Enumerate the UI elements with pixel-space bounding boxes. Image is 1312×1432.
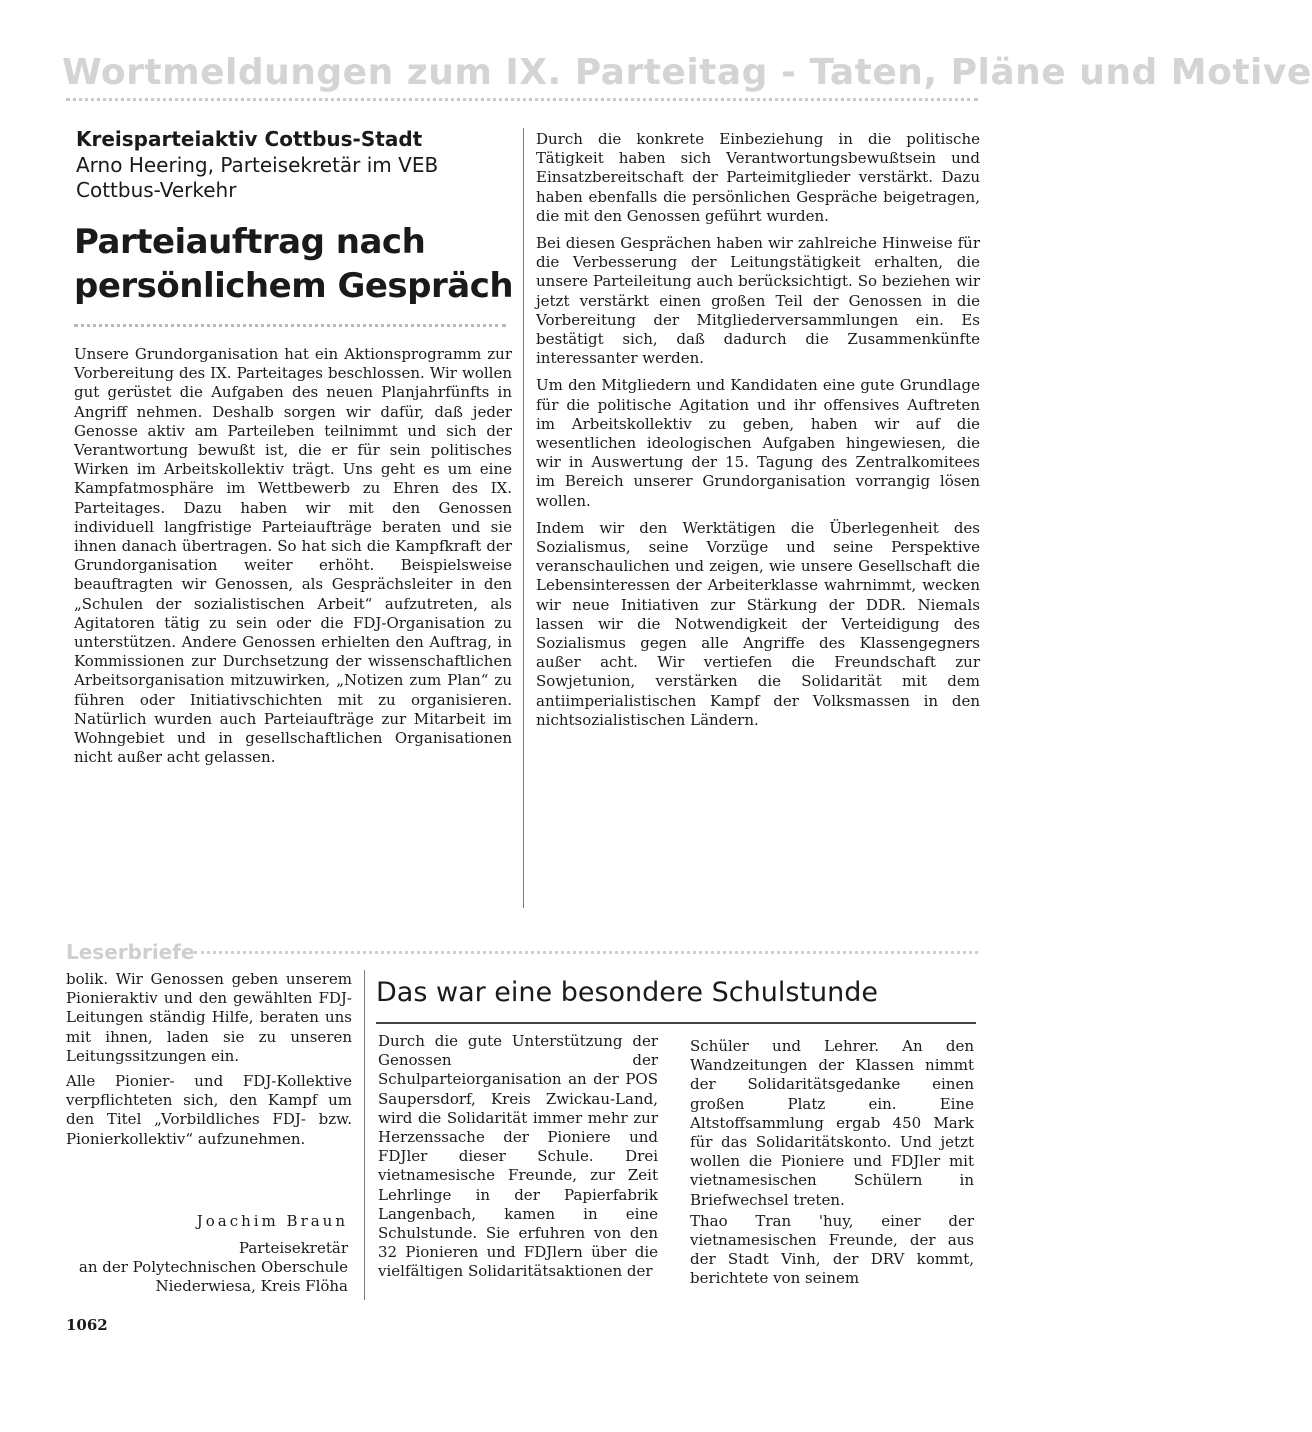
story-headline: Das war eine besondere Schulstunde <box>376 977 878 1008</box>
column-divider <box>523 128 524 908</box>
section-label: Kreisparteiaktiv Cottbus-Stadt <box>76 127 423 151</box>
paragraph: Indem wir den Werktätigen die Überlegenheit des Sozialismus, seine Vorzüge und seine Perspektive veranschaulichen und zeigen, wie unsere Gesellschaft die Lebensinteressen der Arbeiterklasse wahrnimmt, wecken wir neue Initiativen zur Stärkung der DDR. Niemals lassen wir die Notwendigkeit der Verteidigung des Sozialismus gegen alle Angriffe des Klassengegners außer acht. Wir vertiefen die Freundschaft zur Sowjetunion, verstärken die Solidarität mit dem antiimperialistischen Kampf der Volksmassen in den nichtsozialistischen Ländern. <box>536 518 980 729</box>
signature-name: Joachim Braun <box>196 1212 348 1230</box>
headline-rule <box>74 324 506 327</box>
paragraph: Bei diesen Gesprächen haben wir zahlreiche Hinweise für die Verbesserung der Leitungstätigkeit erhalten, die unsere Parteileitung auch berücksichtigt. So beziehen wir jetzt verstärkt einen großen Teil der Genossen in die Vorbereitung der Mitgliederversammlungen ein. Es bestätigt sich, daß dadurch die Zusammenkünfte interessanter werden. <box>536 234 980 368</box>
paragraph: Schüler und Lehrer. An den Wandzeitungen der Klassen nimmt der Solidaritätsgedanke einen großen Platz ein. Eine Altstoffsammlung ergab 450 Mark für das Solidaritätskonto. Und jetzt wollen die Pioniere und FDJler mit vietnamesischen Schülern in Briefwechsel treten. <box>690 1037 974 1209</box>
story-headline-rule <box>376 1022 976 1024</box>
letters-divider <box>66 940 978 962</box>
paragraph: Unsere Grundorganisation hat ein Aktionsprogramm zur Vorbereitung des IX. Parteitages beschlossen. Wir wollen gut gerüstet die Aufgaben des neuen Planjahrfünfts in Angriff nehmen. Deshalb sorgen wir dafür, daß jeder Genosse aktiv am Parteileben teilnimmt und sich der Verantwortung bewußt ist, die er für sein politisches Wirken im Arbeitskollektiv trägt. Uns geht es um eine Kampfatmosphäre im Wettbewerb zu Ehren des IX. Parteitages. Dazu haben wir mit den Genossen individuell langfristige Parteiaufträge beraten und sie ihnen danach übertragen. So hat sich die Kampfkraft der Grundorganisation weiter erhöht. Beispielsweise beauftragten wir Genossen, als Gesprächsleiter in den „Schulen der sozialistischen Arbeit“ aufzutreten, als Agitatoren tätig zu sein oder die FDJ-Organisation zu unterstützen. Andere Genossen erhielten den Auftrag, in Kommissionen zur Durchsetzung der wissenschaftlichen Arbeitsorganisation mitzuwirken, „Notizen zum Plan“ zu führen oder Initiativschichten mit zu organisieren. Natürlich wurden auch Parteiaufträge zur Mitarbeit im Wohngebiet und in gesellschaftlichen Organisationen nicht außer acht gelassen. <box>74 345 512 767</box>
story-column-2 <box>690 1037 974 1295</box>
letters-section-label: Leserbriefe <box>66 940 195 964</box>
signature-school: an der Polytechnischen Oberschule <box>78 1258 348 1276</box>
letters-column-divider <box>364 970 365 1300</box>
paragraph: Alle Pionier- und FDJ-Kollektive verpflichteten sich, den Kampf um den Titel „Vorbildliches FDJ- bzw. Pionierkollektiv“ aufzunehmen. <box>66 1072 352 1148</box>
signature-location: Niederwiesa, Kreis Flöha <box>155 1277 348 1295</box>
paragraph: Um den Mitgliedern und Kandidaten eine gute Grundlage für die politische Agitation und ihr offensives Auftreten im Arbeitskollektiv zu geben, haben wir auf die wesentlichen ideologischen Aufgaben hingewiesen, die wir in Auswertung der 15. Tagung des Zentralkomitees im Bereich unserer Grundorganisation vorrangig lösen wollen. <box>536 376 980 510</box>
article-left-column <box>74 345 512 773</box>
paragraph: Durch die konkrete Einbeziehung in die politische Tätigkeit haben sich Verantwortungsbewußtsein und Einsatzbereitschaft der Parteimitglieder verstärkt. Dazu haben ebenfalls die persönlichen Gespräche beigetragen, die mit den Genossen geführt wurden. <box>536 130 980 225</box>
page-number: 1062 <box>66 1316 108 1334</box>
letter-continued-column <box>66 970 352 1155</box>
running-header: Wortmeldungen zum IX. Parteitag - Taten, Pläne und Motive <box>62 52 1312 93</box>
paragraph: Durch die gute Unterstützung der Genossen der Schulparteiorganisation an der POS Saupersdorf, Kreis Zwickau-Land, wird die Solidarität immer mehr zur Herzenssache der Pioniere und FDJler dieser Schule. Drei vietnamesische Freunde, zur Zeit Lehrlinge in der Papierfabrik Langenbach, kamen in eine Schulstunde. Sie erfuhren von den 32 Pionieren und FDJlern über die vielfältigen Solidaritätsaktionen der <box>378 1032 658 1281</box>
letter-signature <box>66 1212 348 1296</box>
story-column-1 <box>378 1032 658 1288</box>
article-right-column <box>536 130 980 738</box>
signature-role: Parteisekretär <box>238 1239 348 1257</box>
author-line: Arno Heering, Parteisekretär im VEB Cottbus-Verkehr <box>76 153 439 202</box>
letters-rule <box>194 951 978 954</box>
header-rule <box>66 98 978 101</box>
article-headline: Parteiauftrag nach persönlichem Gespräch <box>74 222 514 306</box>
paragraph: Thao Tran 'huy, einer der vietnamesischen Freunde, der aus der Stadt Vinh, der DRV kommt, berichtete von seinem <box>690 1211 974 1288</box>
paragraph: bolik. Wir Genossen geben unserem Pionieraktiv und den gewählten FDJ-Leitungen ständig Hilfe, beraten uns mit ihnen, laden sie zu unseren Leitungssitzungen ein. <box>66 970 352 1065</box>
